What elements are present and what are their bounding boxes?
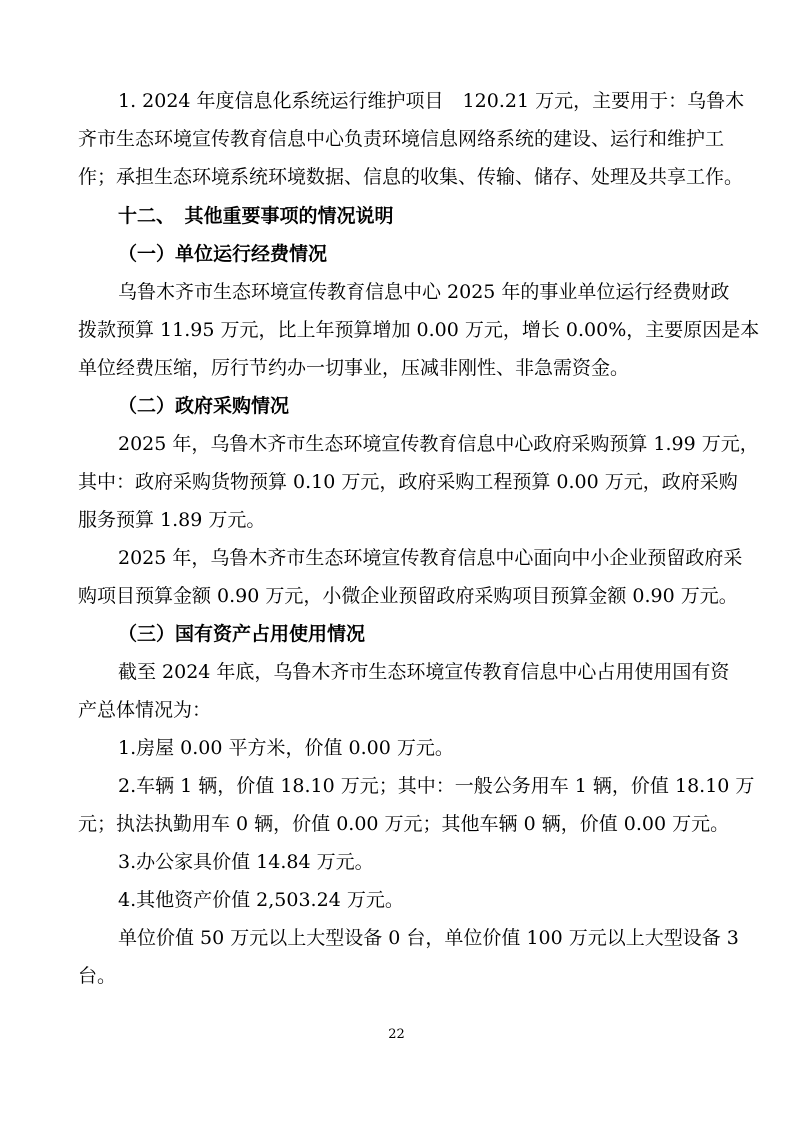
body-text-line: 2025 年，乌鲁木齐市生态环境宣传教育信息中心面向中小企业预留政府采 — [118, 547, 743, 569]
body-text-line: 单位价值 50 万元以上大型设备 0 台，单位价值 100 万元以上大型设备 3 — [118, 927, 739, 949]
body-text-line: 购项目预算金额 0.90 万元，小微企业预留政府采购项目预算金额 0.90 万元。 — [78, 585, 738, 607]
body-text-line: 产总体情况为： — [78, 699, 212, 721]
body-text-line: 2.车辆 1 辆，价值 18.10 万元；其中：一般公务用车 1 辆，价值 18.10 万 — [118, 775, 755, 797]
body-text-line: 乌鲁木齐市生态环境宣传教育信息中心 2025 年的事业单位运行经费财政 — [118, 281, 730, 303]
body-text-line: 1.房屋 0.00 平方米，价值 0.00 万元。 — [118, 737, 454, 759]
subsection-heading: （二）政府采购情况 — [118, 395, 290, 417]
body-text-line: 齐市生态环境宣传教育信息中心负责环境信息网络系统的建设、运行和维护工 — [78, 128, 725, 150]
body-text-line: 其中：政府采购货物预算 0.10 万元，政府采购工程预算 0.00 万元，政府采购 — [78, 471, 738, 493]
body-text-line: 单位经费压缩，厉行节约办一切事业，压减非刚性、非急需资金。 — [78, 357, 630, 379]
page-number: 22 — [388, 1027, 405, 1042]
body-text-line: 3.办公家具价值 14.84 万元。 — [118, 851, 374, 873]
section-heading: 十二、 其他重要事项的情况说明 — [118, 205, 394, 227]
body-text-line: 4.其他资产价值 2,503.24 万元。 — [118, 889, 404, 911]
body-text-line: 台。 — [78, 965, 117, 987]
body-text-line: 元；执法执勤用车 0 辆，价值 0.00 万元；其他车辆 0 辆，价值 0.00 万元。 — [78, 813, 730, 835]
body-text-line: 服务预算 1.89 万元。 — [78, 509, 266, 531]
body-text-line: 作；承担生态环境系统环境数据、信息的收集、传输、储存、处理及共享工作。 — [78, 166, 744, 188]
body-text-line: 2025 年，乌鲁木齐市生态环境宣传教育信息中心政府采购预算 1.99 万元， — [118, 433, 759, 455]
body-text-line: 拨款预算 11.95 万元，比上年预算增加 0.00 万元，增长 0.00%，主要原因是本 — [78, 319, 760, 341]
body-text-line: 截至 2024 年底，乌鲁木齐市生态环境宣传教育信息中心占用使用国有资 — [118, 661, 730, 683]
subsection-heading: （一）单位运行经费情况 — [118, 243, 328, 265]
subsection-heading: （三）国有资产占用使用情况 — [118, 623, 366, 645]
body-text-line: 1. 2024 年度信息化系统运行维护项目 120.21 万元，主要用于：乌鲁木 — [118, 90, 745, 112]
